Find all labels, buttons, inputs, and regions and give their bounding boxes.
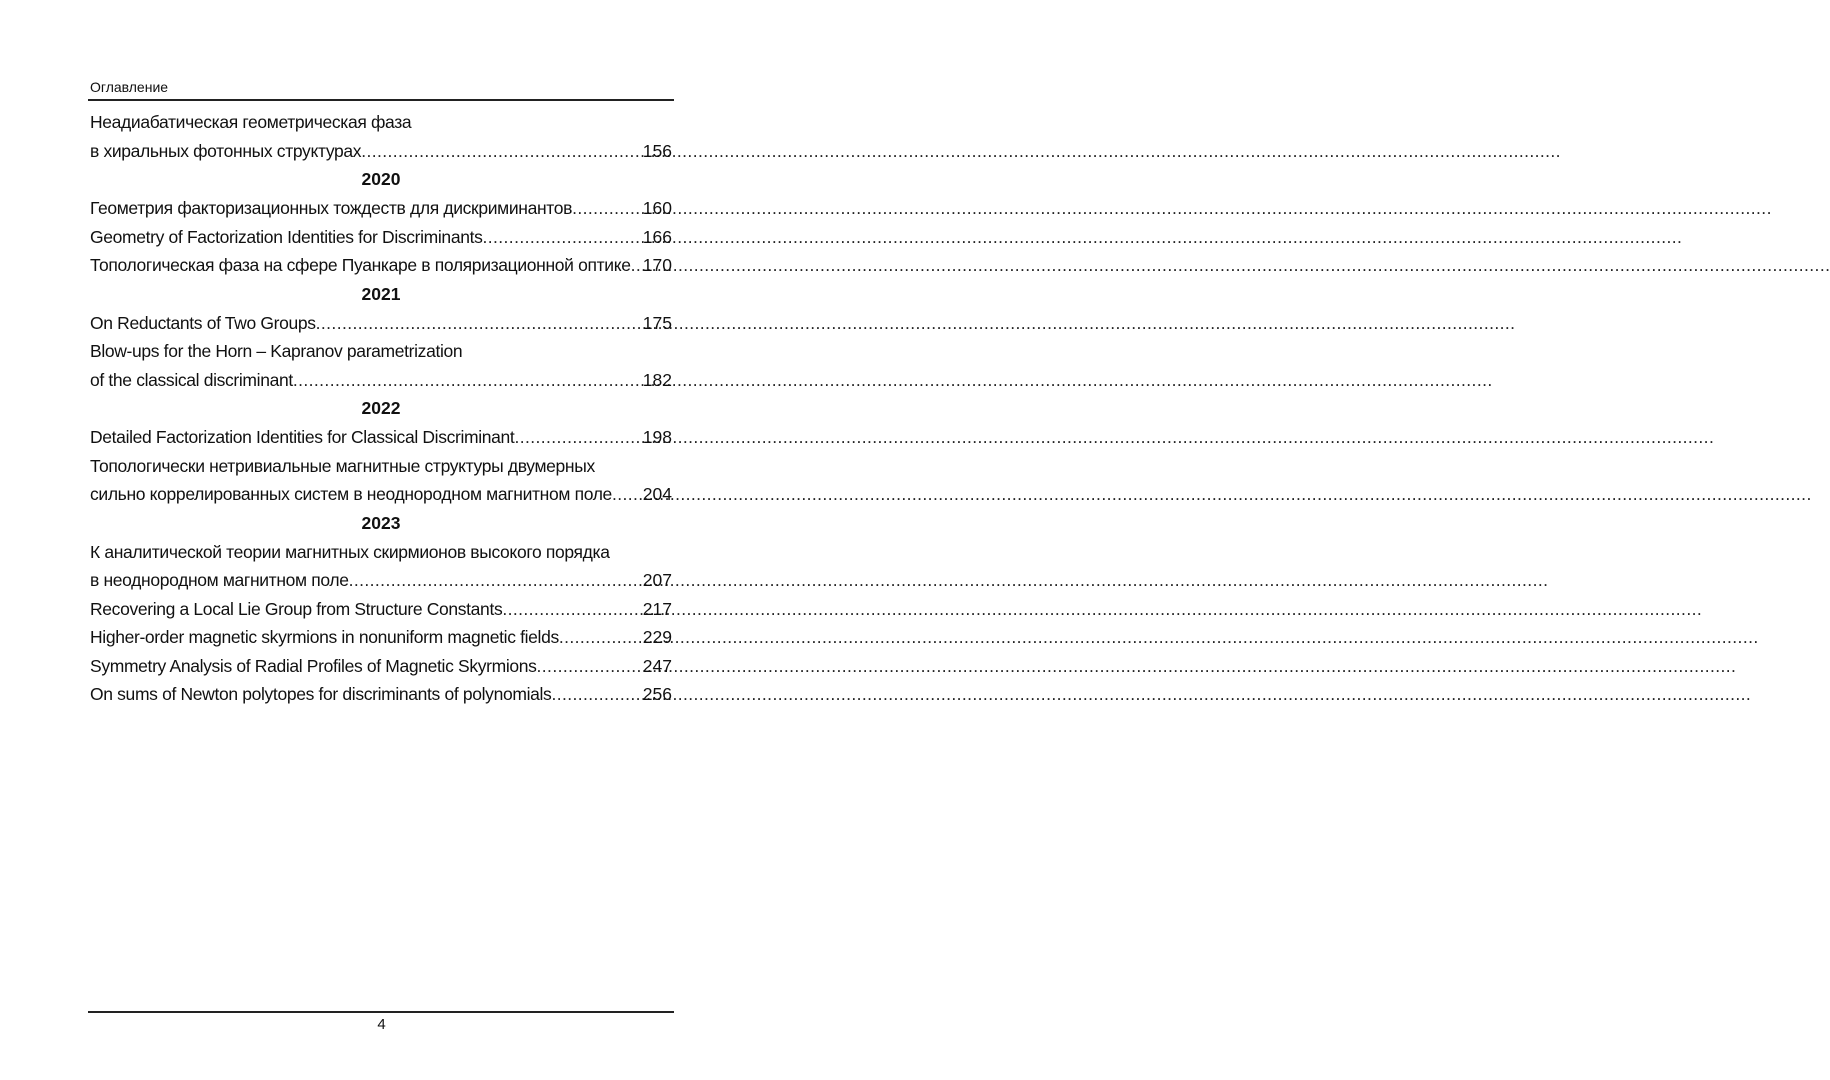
toc-entry-title: К аналитической теории магнитных скирмионов высокого порядка — [90, 541, 610, 562]
header-rule — [88, 99, 674, 101]
dot-leader — [361, 137, 641, 166]
toc-entry-line — [90, 452, 672, 481]
toc-entry[interactable] — [90, 680, 672, 709]
toc-entry-title: Blow-ups for the Horn – Kapranov parametrization — [90, 341, 463, 361]
toc-page-number: 198 — [642, 427, 672, 447]
toc-page-number: 170 — [642, 255, 672, 275]
toc-entry-title: Symmetry Analysis of Radial Profiles of Magnetic Skyrmions — [90, 655, 537, 676]
toc-entry[interactable] — [90, 366, 672, 395]
dot-leader — [349, 566, 641, 595]
toc-entry-title: Топологическая фаза на сфере Пуанкаре в поляризационной оптике — [90, 255, 631, 275]
toc-entry[interactable] — [90, 423, 672, 452]
toc-entry-title: сильно коррелированных систем в неоднородном магнитном поле — [90, 484, 612, 504]
toc-page-number: 156 — [642, 140, 672, 161]
running-header: Оглавление — [90, 79, 169, 95]
toc-entry[interactable] — [90, 309, 672, 338]
year-heading: 2022 — [361, 398, 401, 418]
dot-leader — [537, 652, 641, 681]
dot-leader — [293, 366, 641, 395]
toc-page-number: 166 — [642, 226, 672, 247]
year-heading: 2021 — [361, 283, 401, 304]
toc-entry[interactable] — [90, 623, 672, 652]
dot-leader — [631, 251, 641, 280]
toc-entry[interactable] — [90, 566, 672, 595]
year-heading: 2020 — [361, 169, 401, 189]
footer-rule — [88, 1011, 674, 1013]
toc-entry-title: Higher-order magnetic skyrmions in nonuniform magnetic fields — [90, 627, 559, 647]
toc-entry-line — [90, 538, 672, 567]
toc-entry-title: в хиральных фотонных структурах — [90, 140, 362, 161]
dot-leader — [559, 623, 641, 652]
toc-entry[interactable] — [90, 652, 672, 681]
toc-entry-title: в неоднородном магнитном поле — [90, 570, 349, 590]
toc-entry-title: Detailed Factorization Identities for Classical Discriminant — [90, 427, 515, 447]
toc-entry-line — [90, 337, 672, 366]
toc-entry[interactable] — [90, 480, 672, 509]
table-of-contents — [90, 108, 672, 709]
toc-page-number: 160 — [642, 198, 672, 218]
toc-entry-title: Топологически нетривиальные магнитные структуры двумерных — [90, 455, 595, 476]
toc-entry-title: Неадиабатическая геометрическая фаза — [90, 112, 412, 132]
year-heading: 2023 — [361, 512, 401, 533]
dot-leader — [502, 595, 640, 624]
toc-entry-title: Recovering a Local Lie Group from Structure Constants — [90, 598, 503, 619]
toc-page-number: 175 — [642, 312, 672, 333]
toc-page-number: 182 — [642, 369, 672, 390]
dot-leader — [514, 423, 640, 452]
dot-leader — [551, 680, 640, 709]
toc-entry[interactable] — [90, 137, 672, 166]
toc-entry-title: Geometry of Factorization Identities for Discriminants — [90, 226, 483, 247]
toc-entry-title: Геометрия факторизационных тождеств для дискриминантов — [90, 198, 573, 218]
toc-entry[interactable] — [90, 194, 672, 223]
toc-entry[interactable] — [90, 595, 672, 624]
toc-page-number: 229 — [642, 627, 672, 647]
dot-leader — [483, 223, 641, 252]
dot-leader — [612, 480, 641, 509]
toc-page-number: 247 — [642, 655, 672, 676]
toc-entry-title: On Reductants of Two Groups — [90, 312, 316, 333]
toc-entry-title: of the classical discriminant — [90, 369, 293, 390]
toc-page-number: 217 — [642, 598, 672, 619]
toc-page-number: 204 — [642, 484, 672, 504]
page-number: 4 — [377, 1016, 386, 1033]
toc-entry[interactable] — [90, 223, 672, 252]
toc-entry-title: On sums of Newton polytopes for discriminants of polynomials — [90, 684, 552, 704]
toc-entry[interactable] — [90, 251, 672, 280]
toc-page-number: 256 — [642, 684, 672, 704]
dot-leader — [316, 309, 641, 338]
toc-page-number: 207 — [642, 570, 672, 590]
toc-entry-line — [90, 108, 672, 137]
dot-leader — [572, 194, 641, 223]
